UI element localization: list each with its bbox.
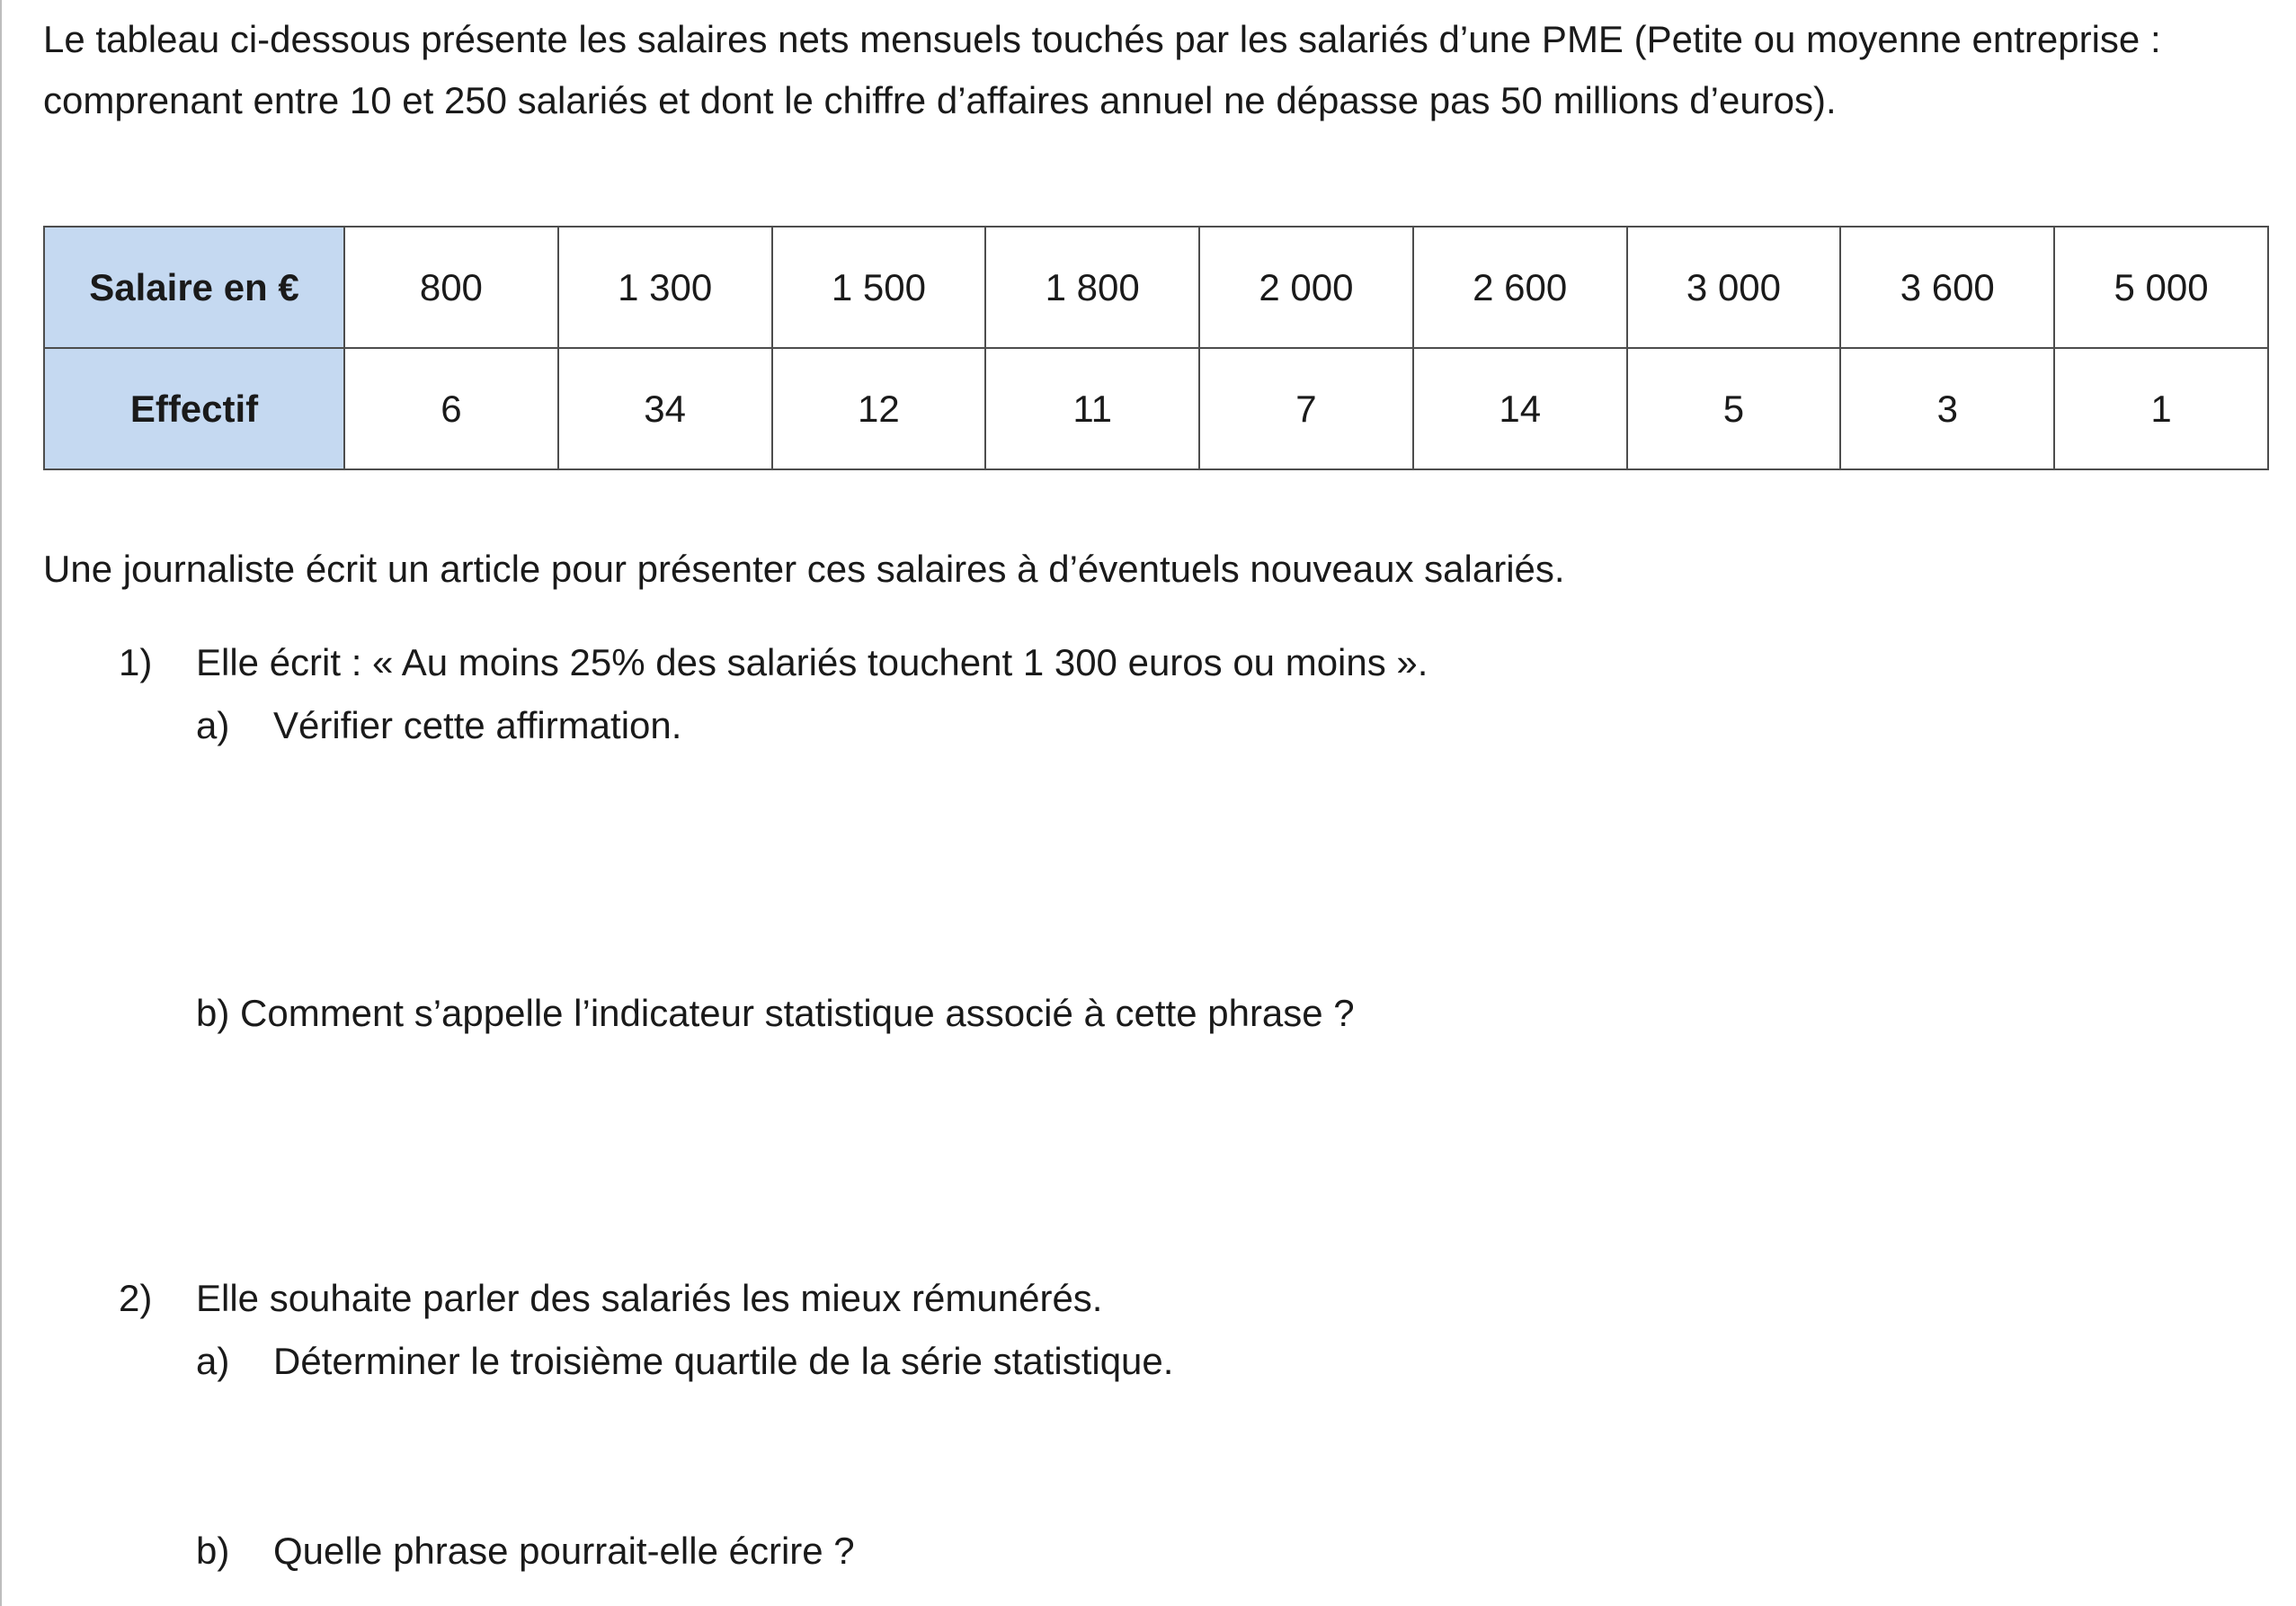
effectif-cell: 3	[1840, 348, 2054, 469]
effectif-cell: 11	[985, 348, 1199, 469]
effectif-cell: 7	[1199, 348, 1413, 469]
salary-cell: 1 800	[985, 227, 1199, 348]
effectif-cell: 1	[2054, 348, 2268, 469]
row-header-salaire: Salaire en €	[44, 227, 344, 348]
salary-cell: 800	[344, 227, 558, 348]
question-2b	[196, 1521, 855, 1582]
salary-cell: 2 600	[1413, 227, 1627, 348]
effectif-cell: 6	[344, 348, 558, 469]
effectif-cell: 5	[1627, 348, 1841, 469]
question-1-text: Elle écrit : « Au moins 25% des salariés touchent 1 300 euros ou moins ».	[196, 641, 1428, 683]
question-1	[119, 632, 1428, 693]
intro-paragraph: Le tableau ci-dessous présente les salaires nets mensuels touchés par les salariés d’une PME (Petite ou moyenne entreprise : comprenant entre 10 et 250 salariés et dont le chiffre d’affaires annuel ne dépasse pas 50 millions d’euros).	[43, 18, 2161, 121]
question-2a	[196, 1331, 1173, 1392]
question-1a-text: Vérifier cette affirmation.	[273, 704, 682, 746]
question-1b: b) Comment s’appelle l’indicateur statistique associé à cette phrase ?	[196, 992, 1355, 1034]
table-row-effectifs	[44, 348, 2268, 469]
salary-cell: 1 300	[558, 227, 772, 348]
row-header-effectif: Effectif	[44, 348, 344, 469]
question-2b-text: Quelle phrase pourrait-elle écrire ?	[273, 1530, 855, 1572]
salary-cell: 3 600	[1840, 227, 2054, 348]
question-1a	[196, 695, 681, 756]
effectif-cell: 14	[1413, 348, 1627, 469]
question-2b-label: b)	[196, 1530, 230, 1572]
table-row-salaries	[44, 227, 2268, 348]
question-2-text: Elle souhaite parler des salariés les mieux rémunérés.	[196, 1277, 1103, 1319]
context-paragraph: Une journaliste écrit un article pour présenter ces salaires à d’éventuels nouveaux salariés.	[43, 548, 1565, 590]
question-1-number: 1)	[119, 641, 153, 683]
question-2	[119, 1268, 1102, 1329]
question-1a-label: a)	[196, 704, 230, 746]
salary-cell: 5 000	[2054, 227, 2268, 348]
salary-table	[43, 226, 2269, 470]
salary-cell: 2 000	[1199, 227, 1413, 348]
question-2a-text: Déterminer le troisième quartile de la série statistique.	[273, 1340, 1174, 1382]
effectif-cell: 34	[558, 348, 772, 469]
question-2a-label: a)	[196, 1340, 230, 1382]
salary-cell: 3 000	[1627, 227, 1841, 348]
question-2-number: 2)	[119, 1277, 153, 1319]
effectif-cell: 12	[772, 348, 986, 469]
salary-cell: 1 500	[772, 227, 986, 348]
